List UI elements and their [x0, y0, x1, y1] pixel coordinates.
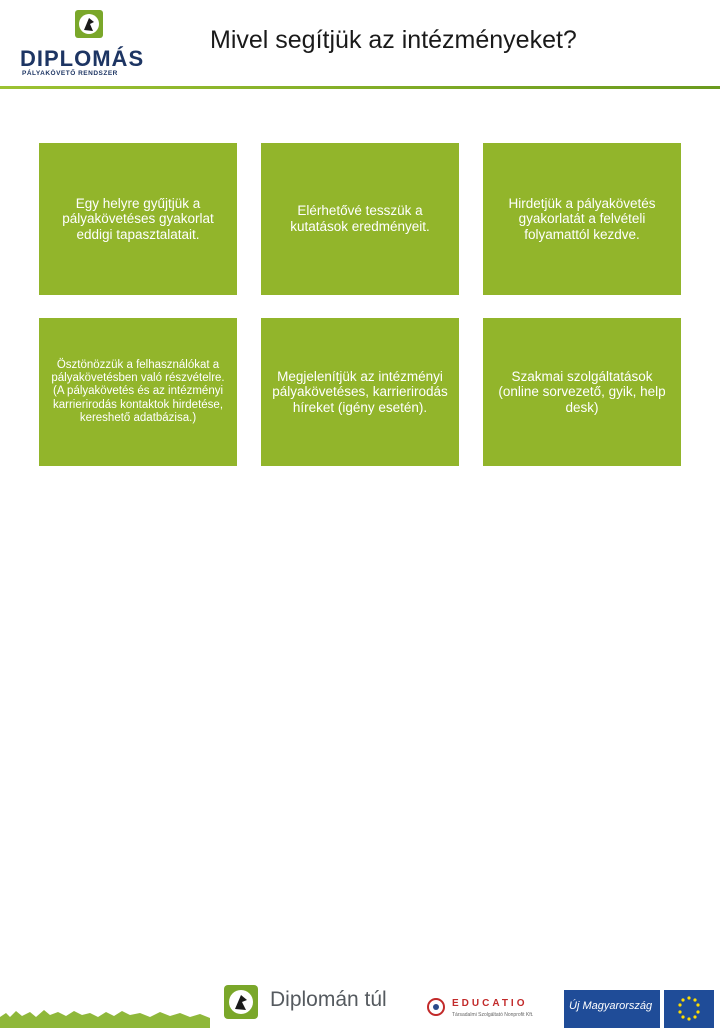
- educatio-logo-icon: [425, 996, 447, 1018]
- service-box-2-text: Elérhetővé tesszük a kutatások eredményeit.: [290, 203, 430, 234]
- diploman-tul-logo-icon: [224, 985, 258, 1019]
- service-box-5: [261, 318, 459, 466]
- logo-subtitle: PÁLYAKÖVETŐ RENDSZER: [22, 70, 118, 77]
- service-box-3-text: Hirdetjük a pályakövetés gyakorlatát a felvételi folyamattól kezdve.: [508, 195, 656, 242]
- service-box-3: [483, 143, 681, 295]
- uj-magyarorszag-label: Új Magyarország: [569, 1000, 653, 1012]
- eu-flag-icon: [664, 990, 714, 1028]
- diplomas-logo: [18, 10, 145, 77]
- page-title: Mivel segítjük az intézményeket?: [210, 26, 577, 54]
- service-box-4: [39, 318, 237, 466]
- header: [0, 0, 720, 90]
- footer: [0, 488, 720, 1018]
- runner-logo-icon: [75, 10, 103, 38]
- service-box-6-text: Szakmai szolgáltatások (online sorvezető, gyik, help desk): [498, 368, 666, 415]
- educatio-label: EDUCATIO: [452, 998, 528, 1009]
- service-box-2: [261, 143, 459, 295]
- service-box-1: [39, 143, 237, 295]
- header-divider: [0, 86, 720, 89]
- service-box-4-text: Ösztönözzük a felhasználókat a pályakövetésben való részvételre. (A pályakövetés és az intézményi karrierirodás kontaktok hirdetése, kereshető adatbázisa.): [51, 358, 225, 424]
- diploman-tul-label: Diplomán túl: [270, 988, 387, 1011]
- service-box-5-text: Megjelenítjük az intézményi pályakövetéses, karrierirodás híreket (igény esetén).: [272, 368, 448, 415]
- service-box-1-text: Egy helyre gyűjtjük a pályakövetéses gyakorlat eddigi tapasztalatait.: [62, 195, 214, 242]
- service-box-6: [483, 318, 681, 466]
- logo-wordmark: DIPLOMÁS: [20, 46, 145, 71]
- educatio-subtitle: Társadalmi Szolgáltató Nonprofit Kft.: [452, 1012, 534, 1018]
- grass-silhouette-decoration: [0, 1003, 210, 1028]
